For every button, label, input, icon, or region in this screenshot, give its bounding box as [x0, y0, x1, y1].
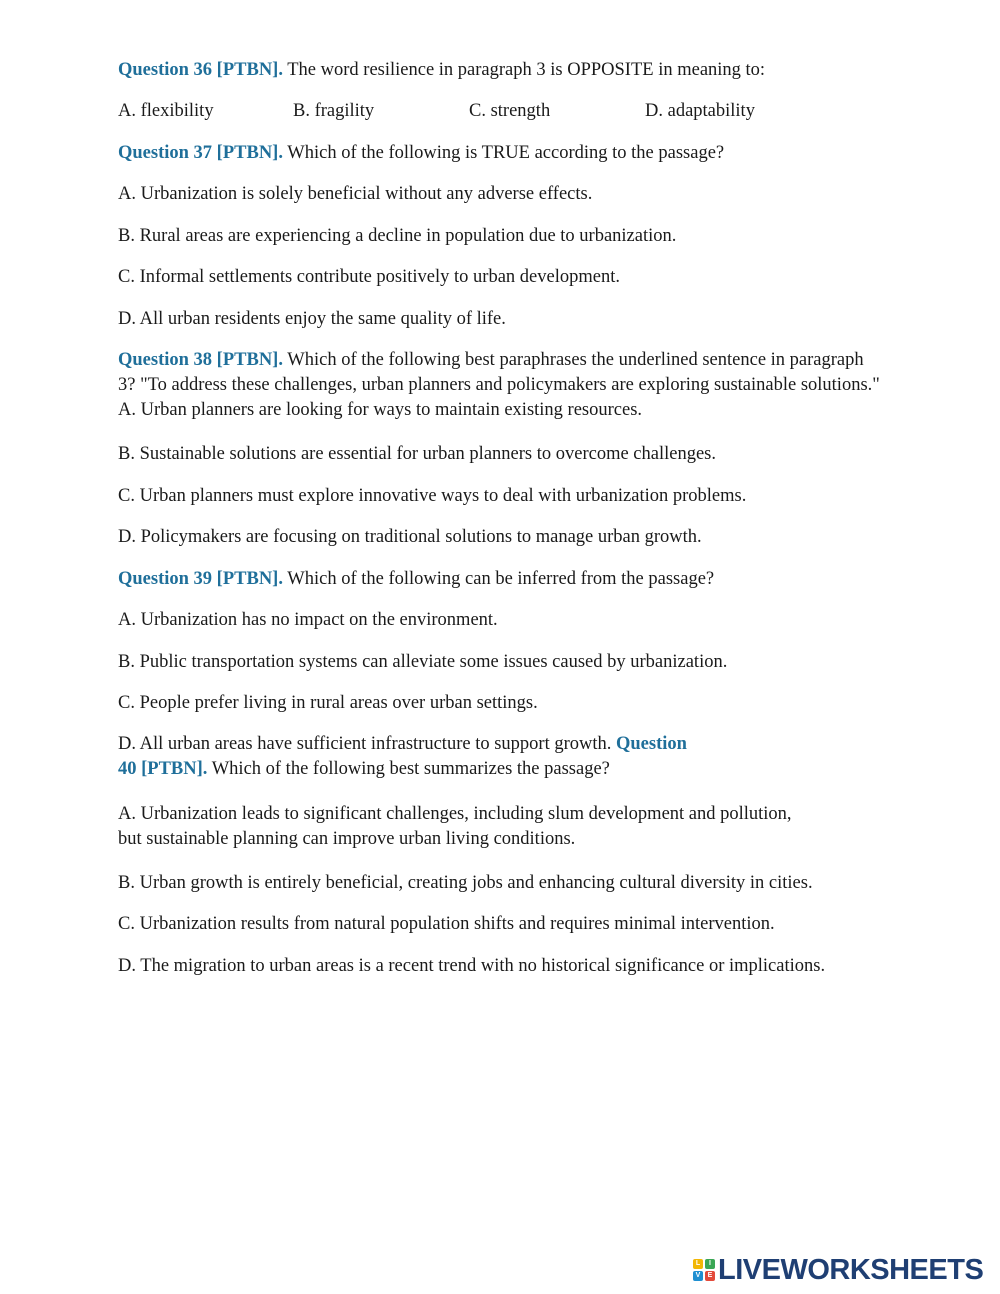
question-37-text: Which of the following is TRUE according to the passage?	[282, 143, 725, 163]
question-40-text: Which of the following best summarizes the passage?	[207, 759, 610, 779]
logo-square-v: V	[693, 1271, 703, 1281]
q36-option-d[interactable]: D. adaptability	[645, 101, 755, 121]
logo-squares-icon	[693, 1259, 715, 1281]
q39-option-c[interactable]: C. People prefer living in rural areas over urban settings.	[118, 693, 538, 713]
question-38-header: Question 38 [PTBN].	[118, 350, 283, 370]
question-39	[118, 567, 714, 591]
question-38-text-line2: 3? "To address these challenges, urban planners and policymakers are exploring sustainable solutions."	[118, 375, 880, 395]
question-38	[118, 348, 864, 372]
q38-option-d[interactable]: D. Policymakers are focusing on traditional solutions to manage urban growth.	[118, 527, 702, 547]
q37-option-c[interactable]: C. Informal settlements contribute positively to urban development.	[118, 267, 620, 287]
q40-option-a-line2[interactable]: but sustainable planning can improve urban living conditions.	[118, 829, 576, 849]
logo-square-e: E	[705, 1271, 715, 1281]
question-36	[118, 58, 765, 82]
question-37	[118, 141, 724, 165]
q39-option-b[interactable]: B. Public transportation systems can alleviate some issues caused by urbanization.	[118, 652, 728, 672]
q39-option-a[interactable]: A. Urbanization has no impact on the environment.	[118, 610, 498, 630]
question-39-text: Which of the following can be inferred from the passage?	[282, 569, 715, 589]
q36-option-b[interactable]: B. fragility	[293, 101, 375, 121]
q40-option-d[interactable]: D. The migration to urban areas is a recent trend with no historical significance or implications.	[118, 956, 826, 976]
q36-option-a[interactable]: A. flexibility	[118, 101, 214, 121]
logo-text: LIVEWORKSHEETS	[718, 1253, 984, 1286]
logo-square-i: I	[705, 1259, 715, 1269]
q38-option-a[interactable]: A. Urban planners are looking for ways to maintain existing resources.	[118, 400, 643, 420]
question-36-header: Question 36 [PTBN].	[118, 60, 283, 80]
q40-option-b[interactable]: B. Urban growth is entirely beneficial, creating jobs and enhancing cultural diversity in cities.	[118, 873, 813, 893]
q39-option-d-line	[118, 732, 687, 756]
question-40-header-part1: Question	[616, 734, 687, 754]
q38-option-b[interactable]: B. Sustainable solutions are essential for urban planners to overcome challenges.	[118, 444, 716, 464]
q37-option-b[interactable]: B. Rural areas are experiencing a decline in population due to urbanization.	[118, 226, 677, 246]
question-40	[118, 757, 610, 781]
question-39-header: Question 39 [PTBN].	[118, 569, 283, 589]
question-40-header-part2: 40 [PTBN].	[118, 759, 208, 779]
q36-option-c[interactable]: C. strength	[469, 101, 551, 121]
q39-option-d[interactable]: D. All urban areas have sufficient infrastructure to support growth.	[118, 734, 616, 754]
logo-square-l: L	[693, 1259, 703, 1269]
question-36-text: The word resilience in paragraph 3 is OPPOSITE in meaning to:	[282, 60, 766, 80]
q37-option-a[interactable]: A. Urbanization is solely beneficial without any adverse effects.	[118, 184, 593, 204]
q37-option-d[interactable]: D. All urban residents enjoy the same quality of life.	[118, 309, 506, 329]
question-38-text-line1: Which of the following best paraphrases the underlined sentence in paragraph	[282, 350, 864, 370]
q40-option-a-line1[interactable]: A. Urbanization leads to significant challenges, including slum development and pollution,	[118, 804, 792, 824]
liveworksheets-logo	[693, 1255, 983, 1285]
q38-option-c[interactable]: C. Urban planners must explore innovative ways to deal with urbanization problems.	[118, 486, 747, 506]
question-37-header: Question 37 [PTBN].	[118, 143, 283, 163]
q40-option-c[interactable]: C. Urbanization results from natural population shifts and requires minimal intervention.	[118, 914, 775, 934]
